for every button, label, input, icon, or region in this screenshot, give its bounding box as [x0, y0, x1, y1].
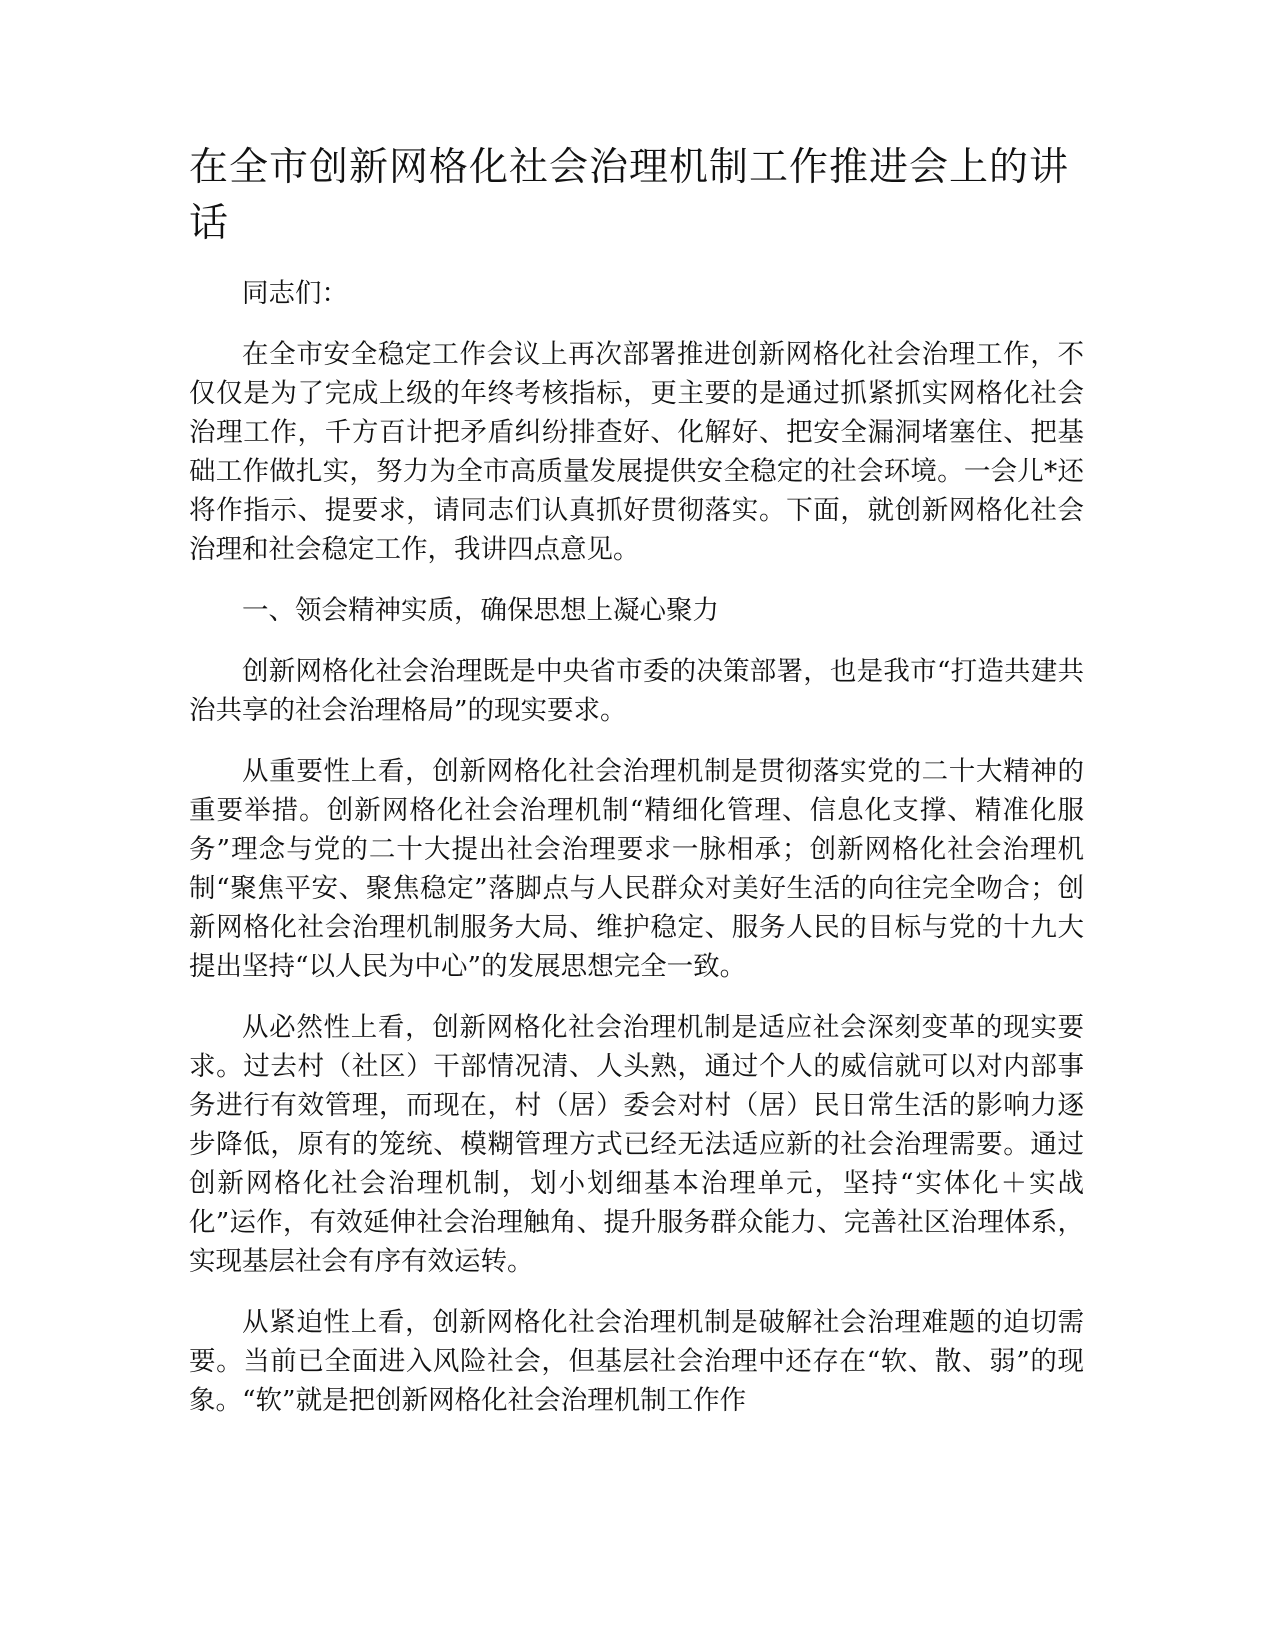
document-title: 在全市创新网格化社会治理机制工作推进会上的讲话	[189, 145, 1070, 246]
salutation: 同志们：	[242, 278, 348, 309]
section-heading-1: 一、领会精神实质，确保思想上凝心聚力	[242, 595, 719, 626]
paragraph-section-1-lead: 创新网格化社会治理既是中央省市委的决策部署，也是我市“打造共建共治共享的社会治理格局”的现实要求。	[189, 656, 1084, 726]
paragraph-urgency: 从紧迫性上看，创新网格化社会治理机制是破解社会治理难题的迫切需要。当前已全面进入风险社会，但基层社会治理中还存在“软、散、弱”的现象。“软”就是把创新网格化社会治理机制工作作	[189, 1307, 1084, 1416]
paragraph-importance: 从重要性上看，创新网格化社会治理机制是贯彻落实党的二十大精神的重要举措。创新网格化社会治理机制“精细化管理、信息化支撑、精准化服务”理念与党的二十大提出社会治理要求一脉相承；创新网格化社会治理机制“聚焦平安、聚焦稳定”落脚点与人民群众对美好生活的向往完全吻合；创新网格化社会治理机制服务大局、维护稳定、服务人民的目标与党的十九大提出坚持“以人民为中心”的发展思想完全一致。	[189, 756, 1084, 982]
paragraph-necessity: 从必然性上看，创新网格化社会治理机制是适应社会深刻变革的现实要求。过去村（社区）干部情况清、人头熟，通过个人的威信就可以对内部事务进行有效管理，而现在，村（居）委会对村（居）民日常生活的影响力逐步降低，原有的笼统、模糊管理方式已经无法适应新的社会治理需要。通过创新网格化社会治理机制，划小划细基本治理单元，坚持“实体化＋实战化”运作，有效延伸社会治理触角、提升服务群众能力、完善社区治理体系，实现基层社会有序有效运转。	[189, 1012, 1084, 1277]
paragraph-intro: 在全市安全稳定工作会议上再次部署推进创新网格化社会治理工作，不仅仅是为了完成上级的年终考核指标，更主要的是通过抓紧抓实网格化社会治理工作，千方百计把矛盾纠纷排查好、化解好、把安全漏洞堵塞住、把基础工作做扎实，努力为全市高质量发展提供安全稳定的社会环境。一会儿*还将作指示、提要求，请同志们认真抓好贯彻落实。下面，就创新网格化社会治理和社会稳定工作，我讲四点意见。	[189, 339, 1084, 565]
document-body	[189, 140, 1084, 1420]
